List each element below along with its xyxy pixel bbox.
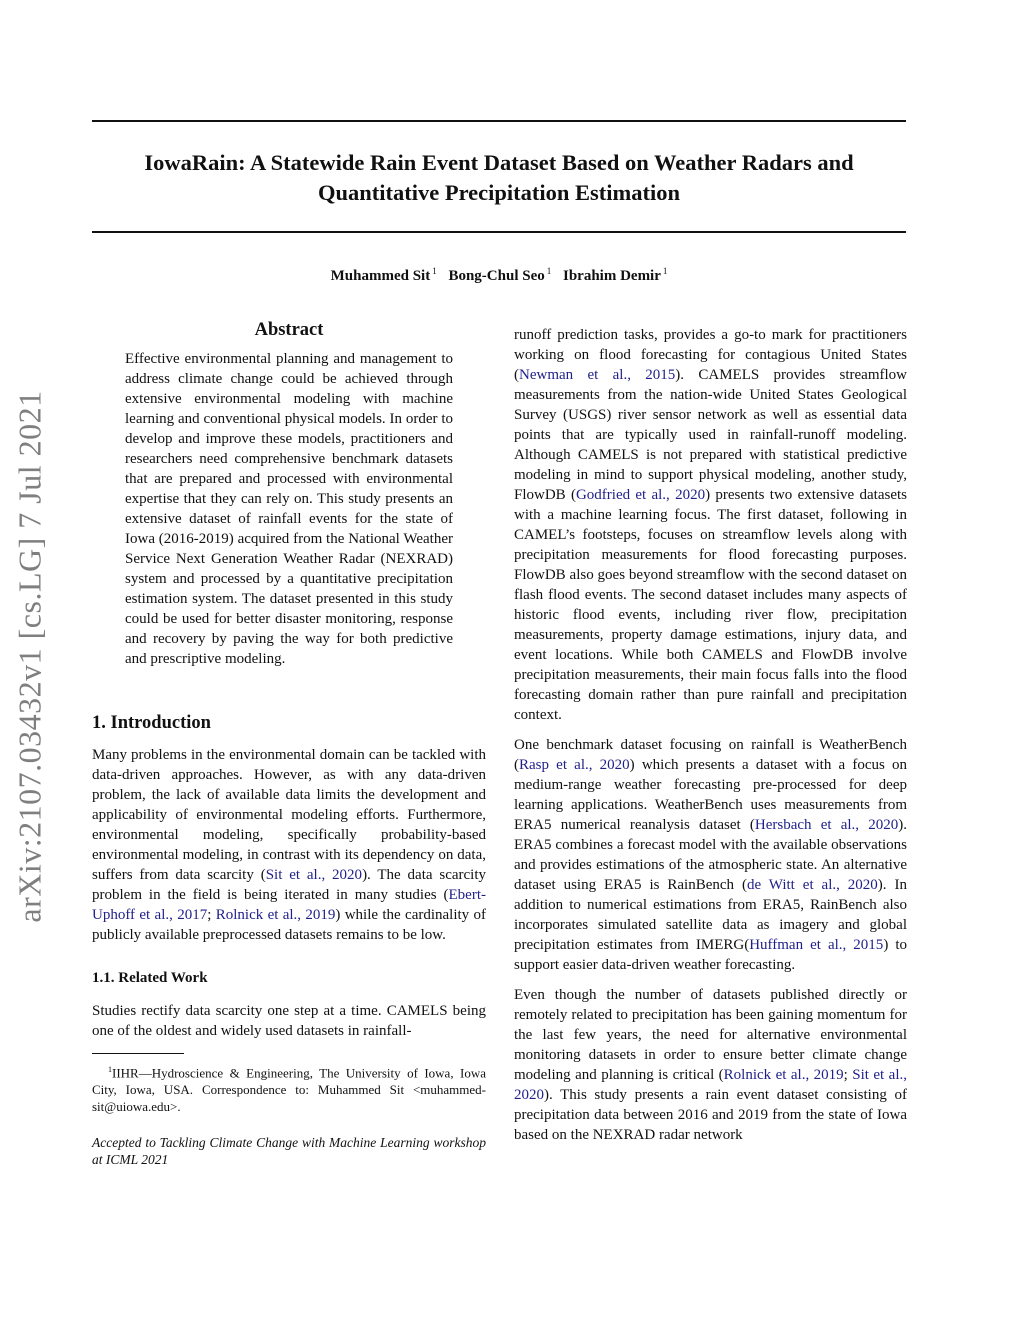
abstract-heading: Abstract bbox=[254, 320, 324, 340]
text-run: ) while the cardinality of publicly available preprocessed datasets remains to be low. bbox=[92, 907, 487, 943]
left-column bbox=[92, 318, 486, 1168]
author-list bbox=[92, 266, 906, 285]
paper-title: IowaRain: A Statewide Rain Event Dataset Based on Weather Radars and Quantitative Precipitation Estimation bbox=[144, 150, 854, 205]
author-affiliation-mark: 1 bbox=[546, 266, 552, 276]
text-run: runoff prediction tasks, provides a go-to mark for practitioners working on flood forecasting for contagious United States ( bbox=[514, 327, 907, 383]
text-run: ). This study presents a rain event dataset consisting of precipitation data between 2016 and 2019 from the state of Iowa based on the NEXRAD radar network bbox=[514, 1087, 907, 1143]
text-run: ; bbox=[207, 907, 216, 923]
author bbox=[448, 268, 551, 284]
footnote-rule bbox=[92, 1053, 184, 1054]
author-affiliation-mark: 1 bbox=[662, 266, 668, 276]
author-affiliation-mark: 1 bbox=[432, 266, 437, 276]
venue-note: Accepted to Tackling Climate Change with Machine Learning workshop at ICML 2021 bbox=[92, 1135, 486, 1168]
citation-link[interactable]: Newman et al., 2015 bbox=[519, 367, 676, 383]
citation-link[interactable]: Godfried et al., 2020 bbox=[575, 487, 706, 503]
citation-link[interactable]: Rolnick et al., 2019 bbox=[215, 907, 336, 923]
related-work-paragraph: Studies rectify data scarcity one step at a time. CAMELS being one of the oldest and widely used datasets in rainfall- bbox=[92, 1003, 486, 1039]
text-run: ; bbox=[843, 1067, 853, 1083]
text-run: ) which presents a dataset with a focus on medium-range weather forecasting pre-processed for deep learning applications. WeatherBench uses measurements from ERA5 numerical reanalysis dataset ( bbox=[514, 757, 907, 833]
text-run: ). ERA5 combines a forecast model with the available observations and provides estimations of the atmospheric state. An alternative dataset using ERA5 is RainBench ( bbox=[514, 817, 907, 893]
citation-link[interactable]: Hersbach et al., 2020 bbox=[754, 817, 899, 833]
text-run: ). The data scarcity problem in the field is being iterated in many studies ( bbox=[92, 867, 487, 903]
footnote-text: IIHR—Hydroscience & Engineering, The University of Iowa, Iowa City, Iowa, USA. Correspondence to: Muhammed Sit <muhammed-sit@uiowa.edu>. bbox=[92, 1065, 486, 1115]
top-rule bbox=[92, 120, 906, 122]
text-run: ). In addition to numerical estimations from ERA5, RainBench also incorporates simulated satellite data as imagery and global precipitation estimates from IMERG( bbox=[514, 877, 907, 953]
introduction-paragraph bbox=[92, 745, 486, 945]
footnote-mark: 1 bbox=[108, 1065, 112, 1074]
citation-link[interactable]: de Witt et al., 2020 bbox=[746, 877, 878, 893]
text-run: ) presents two extensive datasets with a machine learning focus. The first dataset, following in CAMEL’s footsteps, focuses on streamflow levels along with precipitation measurements for flood forecasting purposes. FlowDB also goes beyond streamflow with the second dataset on flash flood events. The second dataset includes many aspects of historic flood events, including river flow, precipitation measurements, property damage estimations, injury data, and event locations. While both CAMELS and FlowDB involve precipitation measurements, their main focus falls into the flood forecasting domain rather than pure rainfall and precipitation context. bbox=[514, 487, 907, 723]
citation-link[interactable]: Sit et al., 2020 bbox=[265, 867, 363, 883]
arxiv-identifier: arXiv:2107.03432v1 [cs.LG] 7 Jul 2021 bbox=[11, 389, 48, 923]
author-name: Bong-Chul Seo bbox=[448, 268, 545, 284]
text-run: ) to support easier data-driven weather forecasting. bbox=[514, 937, 908, 973]
citation-link[interactable]: Sit et al., 2020 bbox=[514, 1067, 907, 1103]
abstract-text: Effective environmental planning and management to address climate change could be achieved through extensive environmental modeling with machine learning and conventional physical models. In order to develop and improve these models, practitioners and researchers need comprehensive benchmark datasets that are prepared and processed with environmental expertise that they can rely on. This study presents an extensive dataset of rainfall events for the state of Iowa (2016-2019) acquired from the National Weather Service Next Generation Weather Radar (NEXRAD) system and processed by a quantitative precipitation estimation system. The dataset presented in this study could be used for better disaster monitoring, response and recovery by paving the way for both predictive and prescriptive modeling. bbox=[125, 351, 453, 667]
related-work-heading: 1.1. Related Work bbox=[92, 970, 208, 986]
citation-link[interactable]: Huffman et al., 2015 bbox=[749, 937, 884, 953]
author bbox=[563, 268, 667, 284]
title-bottom-rule bbox=[92, 231, 906, 233]
author bbox=[331, 268, 437, 284]
right-column bbox=[514, 325, 907, 1145]
affiliation-footnote bbox=[92, 1061, 486, 1115]
text-run: Even though the number of datasets published directly or remotely related to precipitation has been gaining momentum for the last few years, the need for alternative environmental monitoring datasets in order to ensure better climate change modeling and planning is critical ( bbox=[514, 987, 907, 1083]
author-name: Muhammed Sit bbox=[330, 268, 431, 284]
citation-link[interactable]: Rolnick et al., 2019 bbox=[723, 1067, 844, 1083]
arxiv-stamp bbox=[2, 378, 58, 934]
citation-link[interactable]: Rasp et al., 2020 bbox=[519, 757, 630, 773]
body-paragraph bbox=[514, 735, 907, 975]
introduction-heading: 1. Introduction bbox=[92, 713, 211, 733]
body-paragraph bbox=[514, 985, 907, 1145]
citation-link[interactable]: Ebert-Uphoff et al., 2017 bbox=[92, 887, 486, 923]
author-name: Ibrahim Demir bbox=[562, 268, 661, 284]
text-run: ). CAMELS provides streamflow measurements from the nation-wide United States Geological Survey (USGS) river sensor network as well as essential data points that are typically used in rainfall-runoff modeling. Although CAMELS is not prepared with statistical predictive modeling in mind to support physical modeling, another study, FlowDB ( bbox=[514, 367, 907, 503]
text-run: One benchmark dataset focusing on rainfall is WeatherBench ( bbox=[514, 737, 907, 773]
body-paragraph bbox=[514, 325, 907, 725]
text-run: Many problems in the environmental domain can be tackled with data-driven approaches. However, as with any data-driven problem, the lack of available data limits the development and applicability of environmental modeling efforts. Furthermore, environmental modeling, specifically probability-based environmental modeling, in contrast with its dependency on data, suffers from data scarcity ( bbox=[92, 747, 486, 883]
